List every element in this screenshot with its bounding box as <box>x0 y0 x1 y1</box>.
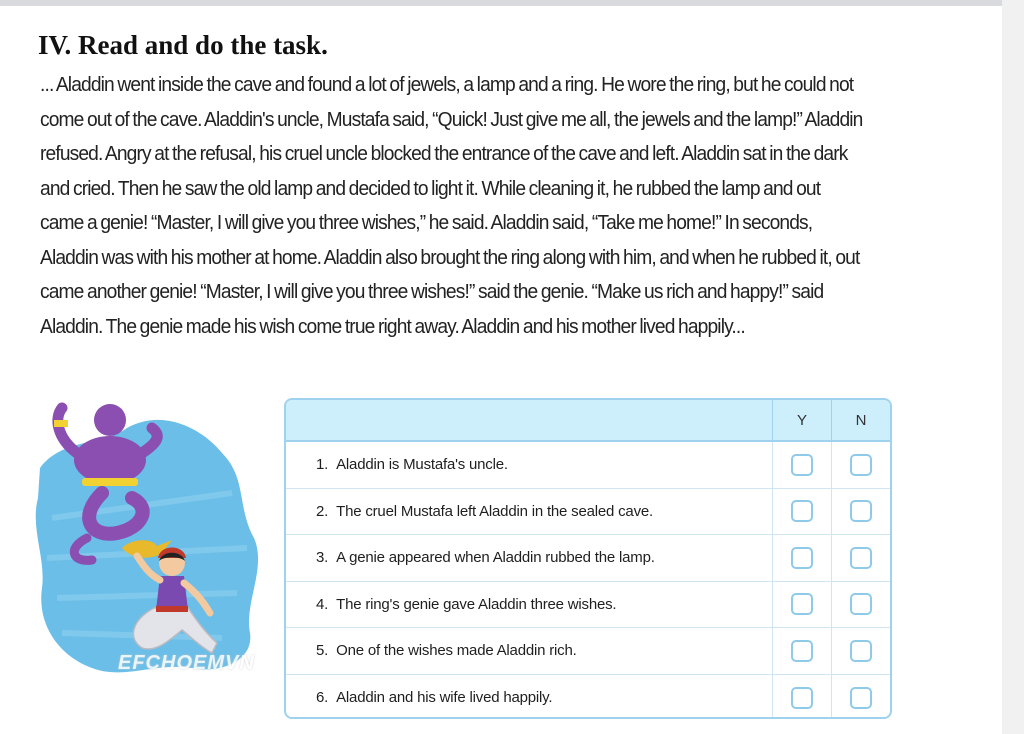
genie-arm-left <box>58 408 77 453</box>
yes-no-table <box>284 398 892 719</box>
no-cell <box>831 628 890 674</box>
genie-wristband <box>54 420 68 427</box>
yes-cell <box>772 582 831 628</box>
statement-number: 3. <box>316 549 329 567</box>
statement-cell <box>286 582 772 628</box>
table-row <box>286 675 890 720</box>
table-row <box>286 442 890 489</box>
no-checkbox[interactable] <box>850 500 872 522</box>
statement-text: The cruel Mustafa left Aladdin in the sealed cave. <box>336 502 653 520</box>
no-cell <box>831 489 890 535</box>
no-checkbox[interactable] <box>850 687 872 709</box>
statement-number: 1. <box>316 456 329 474</box>
table-header-row <box>286 400 890 442</box>
statement-text: Aladdin is Mustafa's uncle. <box>336 456 508 474</box>
table-row <box>286 582 890 629</box>
statement-number: 6. <box>316 689 329 707</box>
yes-cell <box>772 535 831 581</box>
table-row <box>286 535 890 582</box>
reading-passage: ... Aladdin went inside the cave and found a lot of jewels, a lamp and a ring. He wore the ring, but he could not come out of the cave. Aladdin's uncle, Mustafa said, “Quick! Just give me all, the jewels and the lamp!” Aladdin refused. Angry at the refusal, his cruel uncle blocked the entrance of the cave and left. Aladdin sat in the dark and cried. Then he saw the old lamp and decided to light it. While cleaning it, he rubbed the lamp and out came a genie! “Master, I will give you three wishes,” he said. Aladdin said, “Take me home!” In seconds, Aladdin was with his mother at home. Aladdin also brought the ring along with him, and when he rubbed it, out came another genie! “Master, I will give you three wishes!” said the genie. “Make us rich and happy!” said Aladdin. The genie made his wish come true right away. Aladdin and his mother lived happily... <box>40 74 863 338</box>
yes-cell <box>772 489 831 535</box>
no-column-header: N <box>831 400 890 440</box>
yes-checkbox[interactable] <box>791 547 813 569</box>
yes-cell <box>772 628 831 674</box>
statement-text: Aladdin and his wife lived happily. <box>336 689 553 707</box>
aladdin-sash <box>156 606 188 612</box>
yes-cell <box>772 442 831 488</box>
yes-checkbox[interactable] <box>791 687 813 709</box>
statement-number: 4. <box>316 595 329 613</box>
no-cell <box>831 582 890 628</box>
statement-cell <box>286 628 772 674</box>
statement-cell <box>286 489 772 535</box>
table-row <box>286 628 890 675</box>
statement-cell <box>286 675 772 720</box>
statement-number: 5. <box>316 642 329 660</box>
no-checkbox[interactable] <box>850 593 872 615</box>
genie-head <box>94 404 126 436</box>
table-row <box>286 489 890 536</box>
statement-text: The ring's genie gave Aladdin three wishes. <box>336 595 617 613</box>
yes-checkbox[interactable] <box>791 454 813 476</box>
genie-torso <box>74 436 146 484</box>
genie-aladdin-illustration <box>32 398 264 688</box>
no-checkbox[interactable] <box>850 454 872 476</box>
yes-cell <box>772 675 831 720</box>
yes-checkbox[interactable] <box>791 593 813 615</box>
statement-number: 2. <box>316 502 329 520</box>
yes-column-header: Y <box>772 400 831 440</box>
genie-belt <box>82 478 138 486</box>
no-checkbox[interactable] <box>850 547 872 569</box>
exercise-heading: IV. Read and do the task. <box>38 30 328 60</box>
yes-checkbox[interactable] <box>791 500 813 522</box>
no-cell <box>831 442 890 488</box>
right-gutter <box>1002 0 1024 734</box>
no-checkbox[interactable] <box>850 640 872 662</box>
no-cell <box>831 675 890 720</box>
table-body <box>286 442 890 719</box>
statement-cell <box>286 535 772 581</box>
yes-checkbox[interactable] <box>791 640 813 662</box>
no-cell <box>831 535 890 581</box>
watermark-logo: EFCHOEMVN <box>118 652 255 674</box>
statement-header-cell <box>286 400 772 440</box>
statement-text: One of the wishes made Aladdin rich. <box>336 642 577 660</box>
statement-cell <box>286 442 772 488</box>
top-edge-bar <box>0 0 1024 6</box>
statement-text: A genie appeared when Aladdin rubbed the lamp. <box>336 549 655 567</box>
